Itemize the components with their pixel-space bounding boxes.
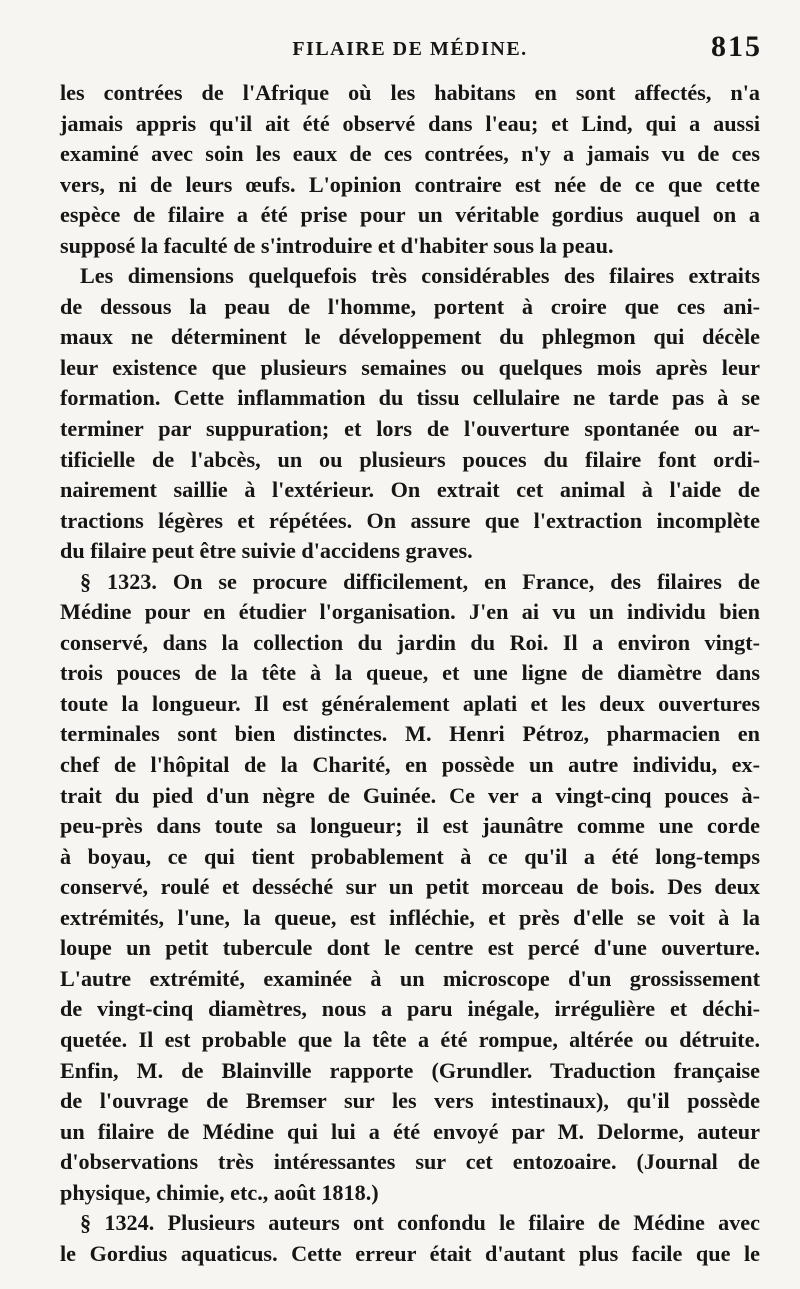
text-line: tificielle de l'abcès, un ou plusieurs pouces du filaire font ordi- xyxy=(60,446,760,472)
running-head xyxy=(58,30,762,70)
text-line: trois pouces de la tête à la queue, et une ligne de diamètre dans xyxy=(60,660,760,686)
text-line: § 1324. Plusieurs auteurs ont confondu le filaire de Médine avec xyxy=(80,1210,760,1236)
text-line: vers, ni de leurs œufs. L'opinion contraire est née de ce que cette xyxy=(60,171,760,197)
text-line: physique, chimie, etc., août 1818.) xyxy=(60,1179,379,1205)
text-line: conservé, dans la collection du jardin du Roi. Il a environ vingt- xyxy=(60,629,760,655)
text-line: le Gordius aquaticus. Cette erreur était d'autant plus facile que le xyxy=(60,1240,760,1266)
text-line: loupe un petit tubercule dont le centre est percé d'une ouverture. xyxy=(60,935,760,961)
running-title: FILAIRE DE MÉDINE. xyxy=(292,38,528,60)
text-line: de dessous la peau de l'homme, portent à croire que ces ani- xyxy=(60,293,760,319)
text-line: quetée. Il est probable que la tête a été rompue, altérée ou détruite. xyxy=(60,1026,760,1052)
text-line: jamais appris qu'il ait été observé dans l'eau; et Lind, qui a aussi xyxy=(60,110,760,136)
text-line: un filaire de Médine qui lui a été envoyé par M. Delorme, auteur xyxy=(60,1118,760,1144)
text-line: maux ne déterminent le développement du phlegmon qui décèle xyxy=(60,324,760,350)
text-line: leur existence que plusieurs semaines ou quelques mois après leur xyxy=(60,354,760,380)
text-line: § 1323. On se procure difficilement, en France, des filaires de xyxy=(80,568,760,594)
text-line: les contrées de l'Afrique où les habitans en sont affectés, n'a xyxy=(60,80,760,105)
text-line: trait du pied d'un nègre de Guinée. Ce ver a vingt-cinq pouces à- xyxy=(60,782,760,808)
text-line: chef de l'hôpital de la Charité, en possède un autre individu, ex- xyxy=(60,752,760,778)
text-line: extrémités, l'une, la queue, est infléchie, et près d'elle se voit à la xyxy=(60,904,760,930)
text-line: examiné avec soin les eaux de ces contrées, n'y a jamais vu de ces xyxy=(60,141,760,167)
text-line: Médine pour en étudier l'organisation. J'en ai vu un individu bien xyxy=(60,599,760,625)
text-line: Enfin, M. de Blainville rapporte (Grundler. Traduction française xyxy=(60,1057,760,1083)
text-line: peu-près dans toute sa longueur; il est jaunâtre comme une corde xyxy=(60,813,760,839)
text-line: formation. Cette inflammation du tissu cellulaire ne tarde pas à se xyxy=(60,385,760,411)
text-line: terminer par suppuration; et lors de l'ouverture spontanée ou ar- xyxy=(60,416,760,442)
text-line: du filaire peut être suivie d'accidens graves. xyxy=(60,538,473,564)
text-line: de l'ouvrage de Bremser sur les vers intestinaux), qu'il possède xyxy=(60,1088,760,1114)
text-line: Les dimensions quelquefois très considérables des filaires extraits xyxy=(80,263,760,289)
text-line: à boyau, ce qui tient probablement à ce qu'il a été long-temps xyxy=(60,843,760,869)
body-text xyxy=(60,78,760,1269)
text-line: terminales sont bien distinctes. M. Henri Pétroz, pharmacien en xyxy=(60,721,760,747)
text-line: d'observations très intéressantes sur cet entozoaire. (Journal de xyxy=(60,1149,760,1175)
text-line: conservé, roulé et desséché sur un petit morceau de bois. Des deux xyxy=(60,874,760,900)
text-line: supposé la faculté de s'introduire et d'habiter sous la peau. xyxy=(60,232,614,258)
text-line: tractions légères et répétées. On assure que l'extraction incomplète xyxy=(60,507,760,533)
text-line: espèce de filaire a été prise pour un véritable gordius auquel on a xyxy=(60,202,760,228)
text-line: L'autre extrémité, examinée à un microscope d'un grossissement xyxy=(60,965,760,991)
text-line: nairement saillie à l'extérieur. On extrait cet animal à l'aide de xyxy=(60,477,760,503)
text-line: toute la longueur. Il est généralement aplati et les deux ouvertures xyxy=(60,690,760,716)
text-line: de vingt-cinq diamètres, nous a paru inégale, irrégulière et déchi- xyxy=(60,996,760,1022)
page-number: 815 xyxy=(711,30,762,63)
